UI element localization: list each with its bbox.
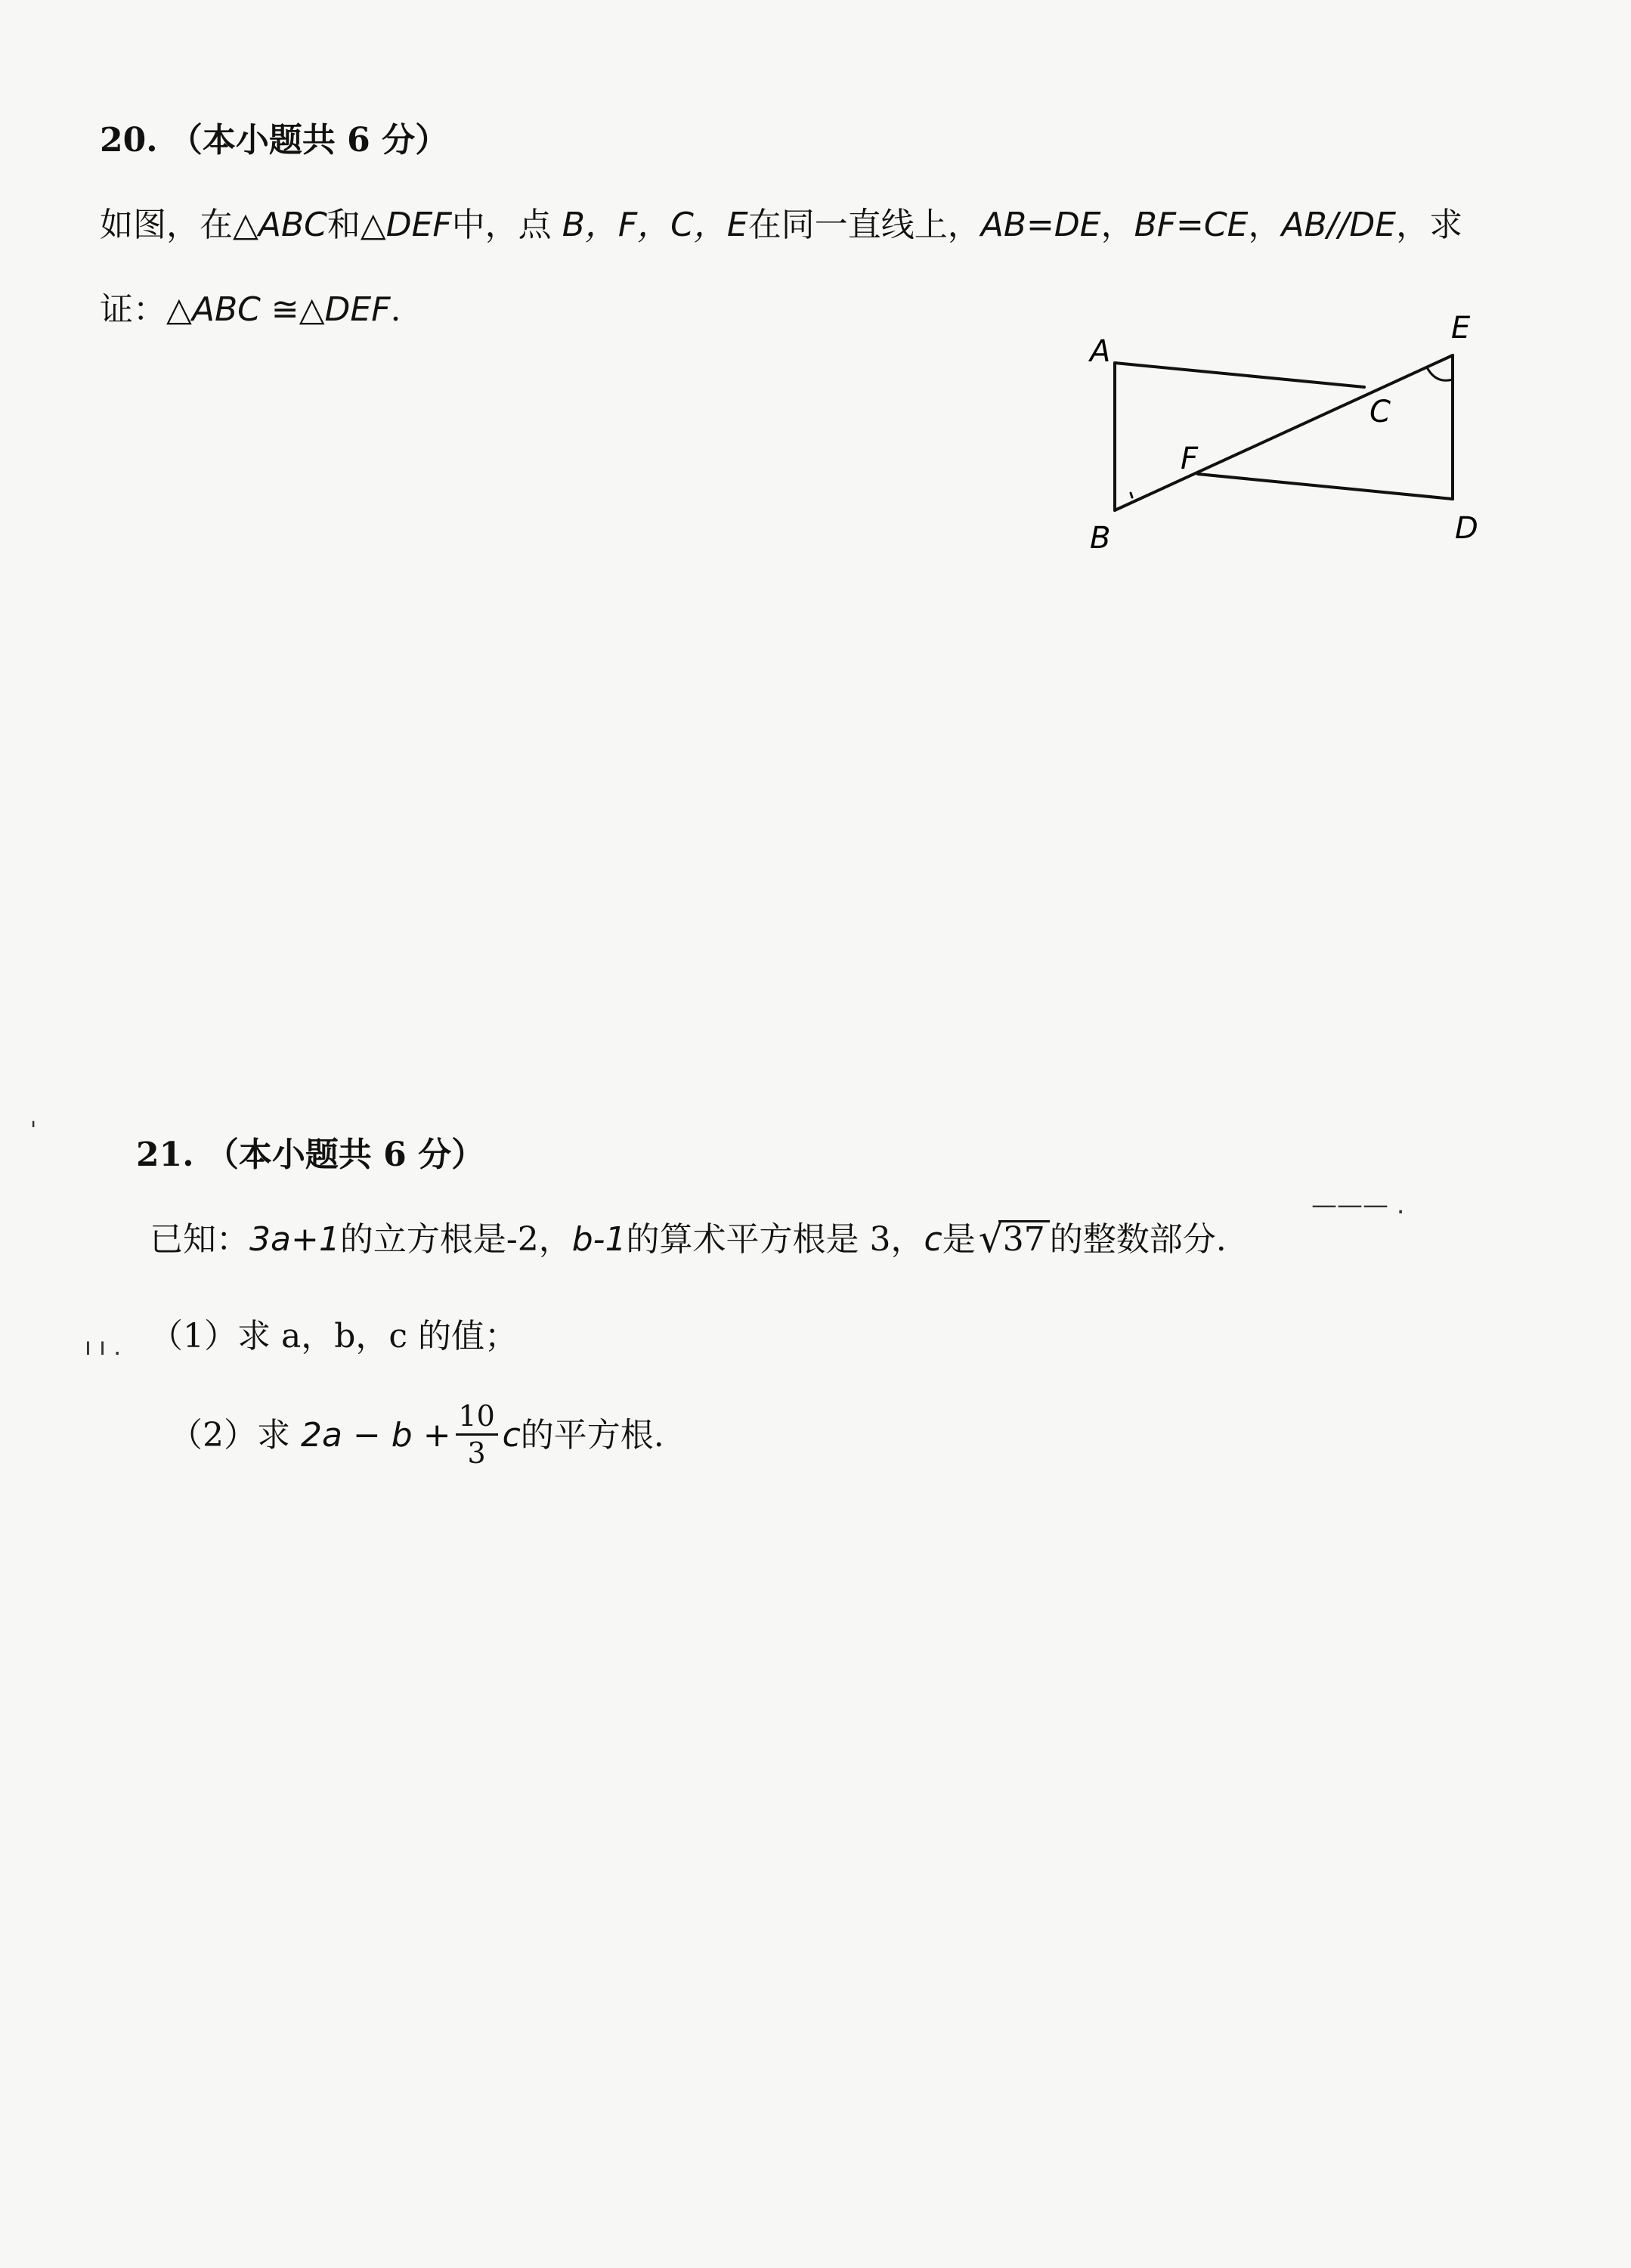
q21-var-c: c xyxy=(924,1220,942,1259)
q21-heading: 21. （本小题共 6 分） xyxy=(136,1136,485,1174)
segment-ac xyxy=(1115,363,1364,387)
q21-frac-denominator: 3 xyxy=(467,1436,486,1470)
q20-line2-prefix: 证： xyxy=(100,290,166,329)
q20-statement: △ABC ≅△DEF xyxy=(166,290,391,329)
q20-line1-mid: 中，点 xyxy=(451,206,562,244)
q20-line2-suffix: . xyxy=(390,290,401,329)
q20-sep1: ， xyxy=(1100,206,1134,244)
q21-part1-text: 求 a，b，c 的值； xyxy=(237,1317,518,1356)
q20-line1 xyxy=(100,206,1462,246)
label-b: B xyxy=(1090,521,1111,556)
label-a: A xyxy=(1090,334,1111,369)
q20-line1-suffix: ，求 xyxy=(1396,206,1463,244)
q21-part2-var: c xyxy=(502,1416,521,1455)
q21-sqrt-37 xyxy=(979,1220,1050,1260)
q20-line1-prefix: 如图，在 xyxy=(100,206,233,244)
q21-part1 xyxy=(150,1317,518,1357)
q20-and: 和 xyxy=(327,206,361,244)
q20-cond-ab-de: AB=DE xyxy=(980,206,1101,244)
q20-line2 xyxy=(100,290,401,330)
q20-diagram-svg xyxy=(1058,295,1481,582)
q21-frac-numerator: 10 xyxy=(458,1399,495,1433)
stray-margin-dots: ı ı . xyxy=(85,1332,122,1361)
q21-part1-label: （1） xyxy=(150,1317,237,1356)
label-e: E xyxy=(1451,311,1471,345)
q20-points: B，F，C，E xyxy=(562,206,748,244)
angle-e-mark xyxy=(1427,367,1453,380)
q20-triangle-abc: △ABC xyxy=(233,206,327,244)
q21-part2-prefix: 求 xyxy=(257,1416,301,1455)
q20-cond-bf-ce: BF=CE xyxy=(1134,206,1249,244)
stray-dash-mark: ——— . xyxy=(1311,1190,1405,1220)
q21-given-mid2: 的算术平方根是 3， xyxy=(626,1220,924,1259)
q21-given xyxy=(150,1220,1227,1260)
q21-part2 xyxy=(169,1399,664,1470)
q20-sep2: ， xyxy=(1248,206,1282,244)
label-f: F xyxy=(1181,442,1199,476)
q21-sqrt-arg: 37 xyxy=(998,1220,1050,1257)
label-c: C xyxy=(1369,395,1391,429)
label-d: D xyxy=(1455,511,1478,546)
q21-given-mid1: 的立方根是-2， xyxy=(339,1220,572,1259)
q20-geometry-diagram xyxy=(1058,295,1481,582)
q21-part2-label: （2） xyxy=(169,1416,257,1455)
angle-b-mark xyxy=(1131,493,1132,497)
q21-fraction xyxy=(456,1399,498,1470)
q21-given-prefix: 已知： xyxy=(150,1220,249,1259)
q21-frac-bar xyxy=(456,1433,498,1436)
q21-part2-expr: 2a − b + xyxy=(301,1416,451,1455)
q21-given-mid3: 是 xyxy=(942,1220,976,1259)
stray-tick-mark: ' xyxy=(30,1117,37,1144)
q21-given-suffix: 的整数部分. xyxy=(1049,1220,1227,1259)
q20-triangle-def: △DEF xyxy=(360,206,452,244)
q21-part2-suffix: 的平方根. xyxy=(520,1416,664,1455)
q20-line1-mid2: 在同一直线上， xyxy=(747,206,981,244)
segment-fd xyxy=(1198,474,1453,499)
q21-expr-b-minus-1: b-1 xyxy=(571,1220,627,1259)
q20-heading: 20. （本小题共 6 分） xyxy=(100,121,449,160)
q21-expr-3a-plus-1: 3a+1 xyxy=(249,1220,340,1259)
q20-cond-parallel: AB//DE xyxy=(1281,206,1397,244)
